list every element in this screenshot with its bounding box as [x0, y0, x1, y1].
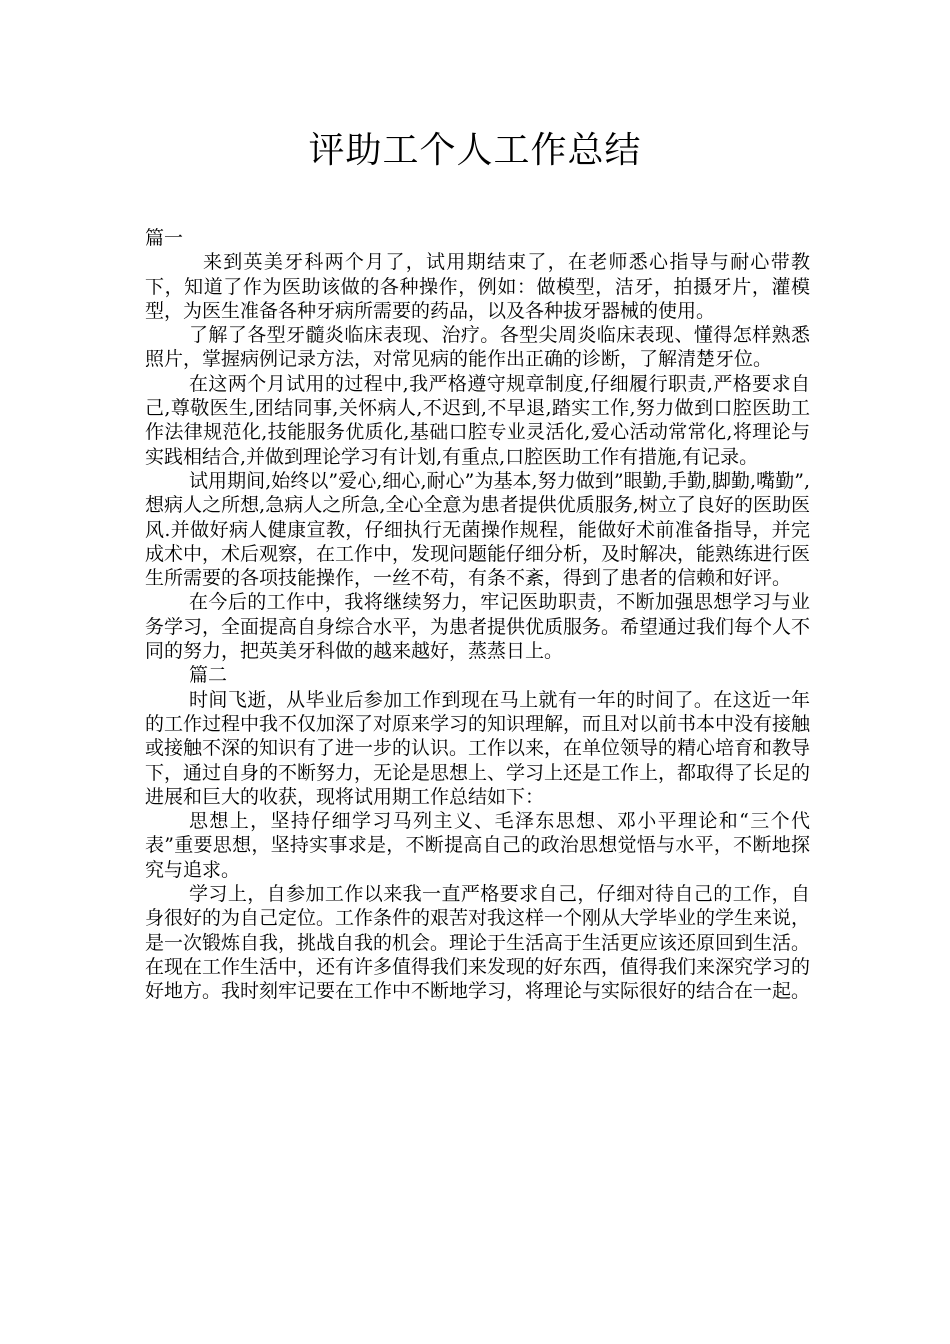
- section-label: 篇二: [189, 664, 228, 687]
- paragraph: 在这两个月试用的过程中,我严格遵守规章制度,仔细履行职责,严格要求自己,尊敬医生,团结同事,关怀病人,不迟到,不早退,踏实工作,努力做到口腔医助工作法律规范化,技能服务优质化,基础口腔专业灵活化,爱心活动常常化,将理论与实践相结合,并做到理论学习有计划,有重点,口腔医助工作有措施,有记录。: [145, 372, 810, 468]
- paragraph: 学习上，自参加工作以来我一直严格要求自己，仔细对待自己的工作，自身很好的为自己定位。工作条件的艰苦对我这样一个刚从大学毕业的学生来说，是一次锻炼自我，挑战自我的机会。理论于生活高于生活更应该还原回到生活。在现在工作生活中，还有许多值得我们来发现的好东西，值得我们来深究学习的好地方。我时刻牢记要在工作中不断地学习，将理论与实际很好的结合在一起。: [145, 883, 811, 1003]
- paragraph: 了解了各型牙髓炎临床表现、治疗。各型尖周炎临床表现、懂得怎样熟悉照片，掌握病例记录方法，对常见病的能作出正确的诊断，了解清楚牙位。: [145, 324, 810, 371]
- paragraph: 试用期间,始终以”爱心,细心,耐心”为基本,努力做到”眼勤,手勤,脚勤,嘴勤”,想病人之所想,急病人之所急,全心全意为患者提供优质服务,树立了良好的医助医风.并做好病人健康宣教，仔细执行无菌操作规程，能做好术前准备指导，并完成术中，术后观察，在工作中，发现问题能仔细分析，及时解决，能熟练进行医生所需要的各项技能操作，一丝不苟，有条不紊，得到了患者的信赖和好评。: [145, 469, 811, 590]
- document-body: [145, 226, 810, 1004]
- section-label: 篇一: [145, 227, 184, 249]
- paragraph: 思想上，坚持仔细学习马列主义、毛泽东思想、邓小平理论和“三个代表”重要思想，坚持实事求是，不断提高自己的政治思想觉悟与水平，不断地探究与追求。: [145, 810, 810, 881]
- paragraph: 时间飞逝，从毕业后参加工作到现在马上就有一年的时间了。在这近一年的工作过程中我不仅加深了对原来学习的知识理解，而且对以前书本中没有接触或接触不深的知识有了进一步的认识。工作以来，在单位领导的精心培育和教导下，通过自身的不断努力，无论是思想上、学习上还是工作上，都取得了长足的进展和巨大的收获，现将试用期工作总结如下：: [145, 688, 811, 808]
- paragraph: 在今后的工作中，我将继续努力，牢记医助职责，不断加强思想学习与业务学习，全面提高自身综合水平，为患者提供优质服务。希望通过我们每个人不同的努力，把英美牙科做的越来越好，蒸蒸日上。: [145, 591, 811, 663]
- document-title: 评助工个人工作总结: [308, 130, 642, 171]
- paragraph: 来到英美牙科两个月了，试用期结束了，在老师悉心指导与耐心带教下，知道了作为医助该做的各种操作，例如：做模型，洁牙，拍摄牙片，灌模型，为医生准备各种牙病所需要的药品，以及各种拔牙器械的使用。: [145, 251, 810, 322]
